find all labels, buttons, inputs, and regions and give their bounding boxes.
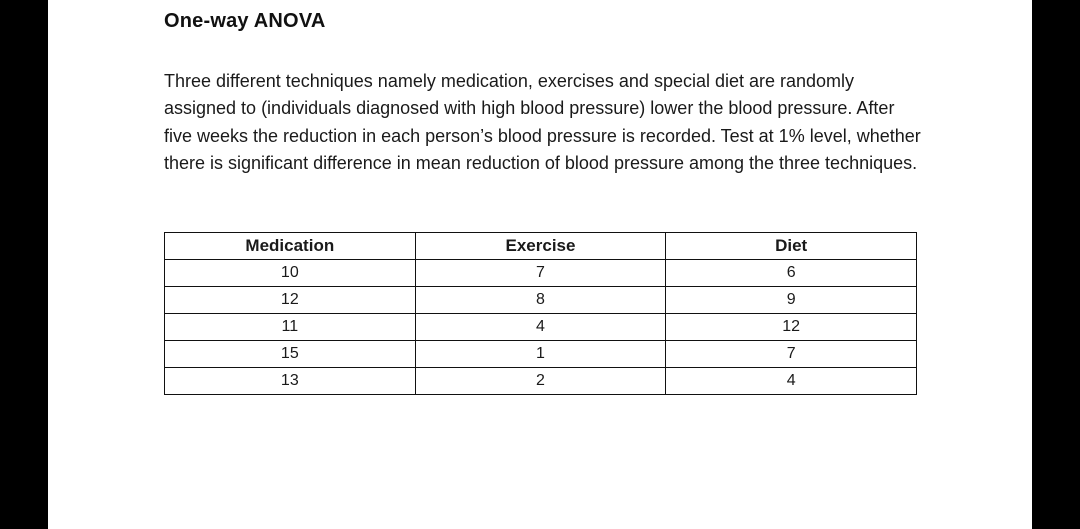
document-title: One-way ANOVA (164, 10, 326, 32)
table-cell-diet: 4 (666, 368, 917, 395)
table-cell-diet: 12 (666, 314, 917, 341)
header-diet: Diet (666, 233, 917, 260)
table-row (165, 368, 917, 395)
table-cell-exercise: 4 (415, 314, 666, 341)
table-cell-exercise: 1 (415, 341, 666, 368)
data-table (164, 232, 917, 395)
table-header-row (165, 233, 917, 260)
table-cell-diet: 6 (666, 260, 917, 287)
table-cell-medication: 11 (165, 314, 416, 341)
table-cell-medication: 12 (165, 287, 416, 314)
table-cell-exercise: 8 (415, 287, 666, 314)
table-cell-medication: 10 (165, 260, 416, 287)
header-medication: Medication (165, 233, 416, 260)
document-page (48, 0, 1032, 529)
header-exercise: Exercise (415, 233, 666, 260)
table-row (165, 287, 917, 314)
table-row (165, 341, 917, 368)
table-cell-medication: 13 (165, 368, 416, 395)
data-table-container (164, 232, 917, 395)
table-cell-diet: 7 (666, 341, 917, 368)
table-row (165, 260, 917, 287)
problem-statement: Three different techniques namely medication, exercises and special diet are randomly assigned to (individuals diagnosed with high blood pressure) lower the blood pressure. After five weeks the reduction in each person’s blood pressure is recorded. Test at 1% level, whether there is significant difference in mean reduction of blood pressure among the three techniques. (164, 71, 921, 173)
table-cell-diet: 9 (666, 287, 917, 314)
table-row (165, 314, 917, 341)
table-cell-medication: 15 (165, 341, 416, 368)
table-cell-exercise: 7 (415, 260, 666, 287)
table-cell-exercise: 2 (415, 368, 666, 395)
